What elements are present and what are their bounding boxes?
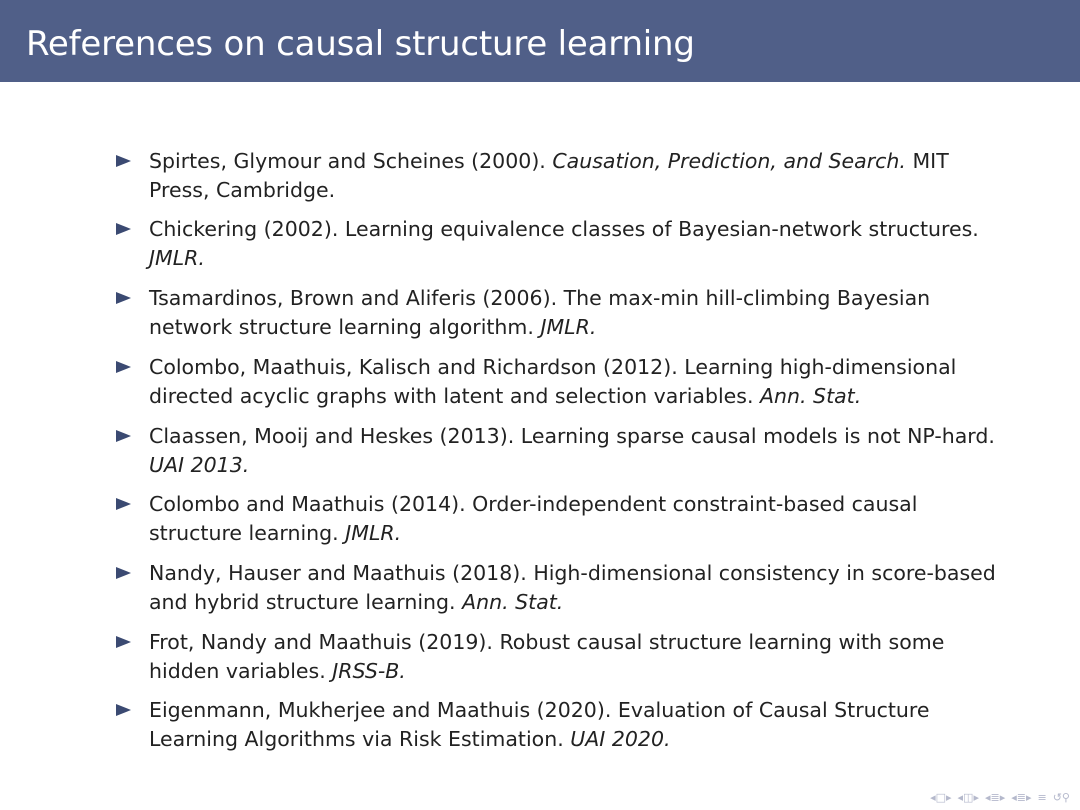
bullet-arrow-icon (116, 704, 131, 716)
reference-text: Colombo and Maathuis (2014). Order-independent constraint-based causal structure learning. JMLR. (149, 492, 918, 545)
reference-text: Claassen, Mooij and Heskes (2013). Learning sparse causal models is not NP-hard. UAI 2013. (149, 424, 995, 477)
align-icon[interactable]: ≡ (1037, 791, 1047, 804)
reference-item (116, 490, 996, 547)
reference-item (116, 147, 996, 204)
first-frame-icon[interactable]: ◂□▸ (930, 791, 952, 804)
prev-subsection-icon[interactable]: ◂≣▸ (984, 791, 1006, 804)
bullet-arrow-icon (116, 567, 131, 579)
reference-item (116, 215, 996, 272)
reference-text: Tsamardinos, Brown and Aliferis (2006). The max-min hill-climbing Bayesian network structure learning algorithm. JMLR. (149, 286, 931, 339)
reference-item (116, 559, 996, 616)
reference-text: Nandy, Hauser and Maathuis (2018). High-dimensional consistency in score-based and hybrid structure learning. Ann. Stat. (149, 561, 996, 614)
bullet-arrow-icon (116, 498, 131, 510)
reference-text: Eigenmann, Mukherjee and Maathuis (2020). Evaluation of Causal Structure Learning Algorithms via Risk Estimation. UAI 2020. (149, 698, 930, 751)
bullet-arrow-icon (116, 292, 131, 304)
bullet-arrow-icon (116, 155, 131, 167)
reference-text: Chickering (2002). Learning equivalence classes of Bayesian-network structures. JMLR. (149, 217, 979, 270)
bullet-arrow-icon (116, 636, 131, 648)
reference-item (116, 628, 996, 685)
bullet-arrow-icon (116, 430, 131, 442)
slide-title: References on causal structure learning (26, 24, 695, 64)
reference-item (116, 422, 996, 479)
reference-item (116, 696, 996, 753)
prev-frame-icon[interactable]: ◂◫▸ (957, 791, 979, 804)
beamer-navigation-bar (930, 791, 1070, 804)
reference-item (116, 353, 996, 410)
reference-text: Spirtes, Glymour and Scheines (2000). Causation, Prediction, and Search. MIT Press, Cambridge. (149, 149, 949, 202)
bullet-arrow-icon (116, 361, 131, 373)
reference-item (116, 284, 996, 341)
search-icon[interactable]: ↺⚲ (1052, 791, 1070, 804)
reference-text: Frot, Nandy and Maathuis (2019). Robust causal structure learning with some hidden variables. JRSS-B. (149, 630, 945, 683)
prev-section-icon[interactable]: ◂≣▸ (1011, 791, 1032, 804)
bullet-arrow-icon (116, 223, 131, 235)
reference-text: Colombo, Maathuis, Kalisch and Richardson (2012). Learning high-dimensional directed acyclic graphs with latent and selection variables. Ann. Stat. (149, 355, 957, 408)
